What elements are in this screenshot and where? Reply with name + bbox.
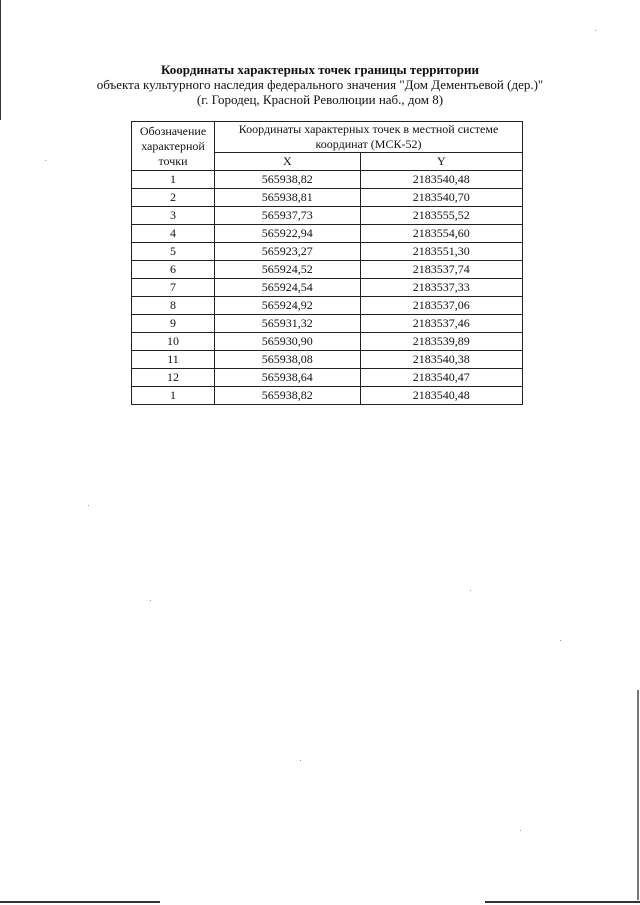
table-row	[132, 207, 523, 225]
cell-point: 9	[132, 315, 215, 333]
cell-point: 1	[132, 171, 215, 189]
scan-edge-mark-bottom-right	[485, 901, 640, 903]
title-line-1: Координаты характерных точек границы территории	[161, 62, 479, 77]
cell-point: 3	[132, 207, 215, 225]
cell-y: 2183551,30	[360, 243, 522, 261]
cell-y: 2183555,52	[360, 207, 522, 225]
cell-y: 2183537,74	[360, 261, 522, 279]
table-row	[132, 315, 523, 333]
cell-x: 565924,54	[215, 279, 361, 297]
cell-y: 2183537,06	[360, 297, 522, 315]
cell-y: 2183537,33	[360, 279, 522, 297]
cell-x: 565931,32	[215, 315, 361, 333]
table-row	[132, 369, 523, 387]
table-header-row	[132, 122, 523, 153]
cell-y: 2183540,38	[360, 351, 522, 369]
table-row	[132, 225, 523, 243]
cell-x: 565924,92	[215, 297, 361, 315]
title-line-2: объекта культурного наследия федерального значения "Дом Дементьевой (дер.)"	[96, 77, 544, 92]
cell-point: 5	[132, 243, 215, 261]
scan-edge-mark-right	[637, 690, 639, 900]
cell-x: 565938,64	[215, 369, 361, 387]
cell-point: 2	[132, 189, 215, 207]
cell-point: 6	[132, 261, 215, 279]
header-point-designation: Обозначение характерной точки	[132, 122, 215, 171]
cell-point: 11	[132, 351, 215, 369]
table-row	[132, 387, 523, 405]
table-row	[132, 261, 523, 279]
header-x: X	[215, 153, 361, 171]
scan-edge-mark-left	[0, 0, 1, 120]
table-row	[132, 333, 523, 351]
scan-edge-mark-bottom-left	[0, 901, 160, 903]
table-row	[132, 279, 523, 297]
table-row	[132, 243, 523, 261]
cell-x: 565930,90	[215, 333, 361, 351]
cell-y: 2183539,89	[360, 333, 522, 351]
cell-point: 4	[132, 225, 215, 243]
cell-y: 2183554,60	[360, 225, 522, 243]
title-line-3: (г. Городец, Красной Революции наб., дом 8)	[196, 92, 444, 107]
cell-point: 10	[132, 333, 215, 351]
cell-x: 565937,73	[215, 207, 361, 225]
header-y: Y	[360, 153, 522, 171]
cell-point: 1	[132, 387, 215, 405]
cell-point: 8	[132, 297, 215, 315]
cell-x: 565938,81	[215, 189, 361, 207]
cell-point: 12	[132, 369, 215, 387]
table-row	[132, 189, 523, 207]
cell-x: 565924,52	[215, 261, 361, 279]
cell-x: 565938,08	[215, 351, 361, 369]
document-title	[60, 62, 580, 107]
cell-point: 7	[132, 279, 215, 297]
cell-y: 2183540,48	[360, 387, 522, 405]
cell-y: 2183540,47	[360, 369, 522, 387]
cell-x: 565922,94	[215, 225, 361, 243]
table-body	[132, 171, 523, 405]
table-row	[132, 351, 523, 369]
cell-x: 565938,82	[215, 171, 361, 189]
cell-y: 2183540,70	[360, 189, 522, 207]
cell-y: 2183537,46	[360, 315, 522, 333]
cell-x: 565938,82	[215, 387, 361, 405]
cell-y: 2183540,48	[360, 171, 522, 189]
cell-x: 565923,27	[215, 243, 361, 261]
table-row	[132, 297, 523, 315]
table-row	[132, 171, 523, 189]
coordinates-table	[131, 121, 523, 405]
header-coordinate-system: Координаты характерных точек в местной системе координат (МСК-52)	[215, 122, 523, 153]
